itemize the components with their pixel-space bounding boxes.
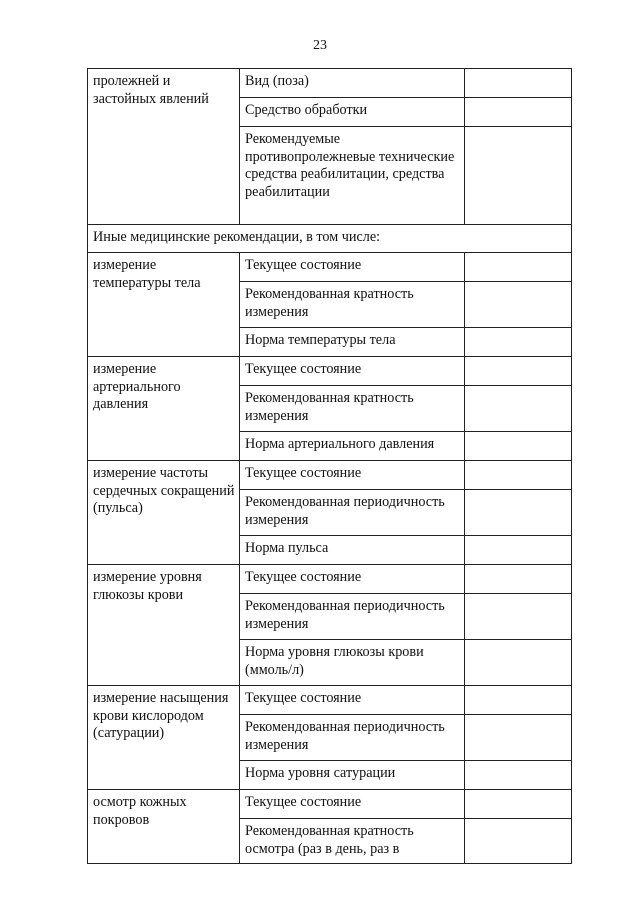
value-cell[interactable] — [465, 127, 572, 225]
table-row — [88, 790, 572, 819]
table-row — [88, 686, 572, 715]
param-label: Текущее состояние — [240, 790, 465, 819]
table-row — [88, 69, 572, 98]
group-label-saturation: измерение насыщения крови кислородом (сатурации) — [88, 686, 240, 790]
recommendations-table — [87, 68, 572, 864]
param-label: Текущее состояние — [240, 565, 465, 594]
table-row — [88, 461, 572, 490]
value-cell[interactable] — [465, 432, 572, 461]
param-label: Рекомендуемые противопролежневые технические средства реабилитации, средства реабилитации — [240, 127, 465, 225]
group-label-pulse: измерение частоты сердечных сокращений (пульса) — [88, 461, 240, 565]
table-row — [88, 225, 572, 253]
value-cell[interactable] — [465, 536, 572, 565]
value-cell[interactable] — [465, 98, 572, 127]
param-label: Норма пульса — [240, 536, 465, 565]
value-cell[interactable] — [465, 253, 572, 282]
param-label: Текущее состояние — [240, 357, 465, 386]
value-cell[interactable] — [465, 69, 572, 98]
value-cell[interactable] — [465, 282, 572, 328]
param-label: Текущее состояние — [240, 686, 465, 715]
param-label: Средство обработки — [240, 98, 465, 127]
group-label-glucose: измерение уровня глюкозы крови — [88, 565, 240, 686]
group-label-temperature: измерение температуры тела — [88, 253, 240, 357]
value-cell[interactable] — [465, 357, 572, 386]
group-label-skin: осмотр кожных покровов — [88, 790, 240, 864]
param-label: Рекомендованная периодичность измерения — [240, 490, 465, 536]
param-label: Текущее состояние — [240, 253, 465, 282]
group-label-blood-pressure: измерение артериального давления — [88, 357, 240, 461]
param-label: Рекомендованная кратность измерения — [240, 386, 465, 432]
group-label-bedsores: пролежней и застойных явлений — [88, 69, 240, 225]
page-number: 23 — [313, 38, 327, 53]
table-row — [88, 357, 572, 386]
value-cell[interactable] — [465, 819, 572, 864]
table-row — [88, 253, 572, 282]
param-label: Рекомендованная периодичность измерения — [240, 594, 465, 640]
value-cell[interactable] — [465, 461, 572, 490]
param-label: Норма температуры тела — [240, 328, 465, 357]
value-cell[interactable] — [465, 328, 572, 357]
value-cell[interactable] — [465, 686, 572, 715]
table-row — [88, 565, 572, 594]
value-cell[interactable] — [465, 640, 572, 686]
value-cell[interactable] — [465, 386, 572, 432]
section-heading: Иные медицинские рекомендации, в том числе: — [88, 225, 572, 253]
value-cell[interactable] — [465, 594, 572, 640]
param-label: Текущее состояние — [240, 461, 465, 490]
param-label: Норма уровня сатурации — [240, 761, 465, 790]
param-label: Норма артериального давления — [240, 432, 465, 461]
param-label: Рекомендованная кратность осмотра (раз в день, раз в — [240, 819, 465, 864]
param-label: Рекомендованная периодичность измерения — [240, 715, 465, 761]
value-cell[interactable] — [465, 761, 572, 790]
param-label: Рекомендованная кратность измерения — [240, 282, 465, 328]
value-cell[interactable] — [465, 490, 572, 536]
value-cell[interactable] — [465, 715, 572, 761]
param-label: Вид (поза) — [240, 69, 465, 98]
value-cell[interactable] — [465, 790, 572, 819]
param-label: Норма уровня глюкозы крови (ммоль/л) — [240, 640, 465, 686]
value-cell[interactable] — [465, 565, 572, 594]
